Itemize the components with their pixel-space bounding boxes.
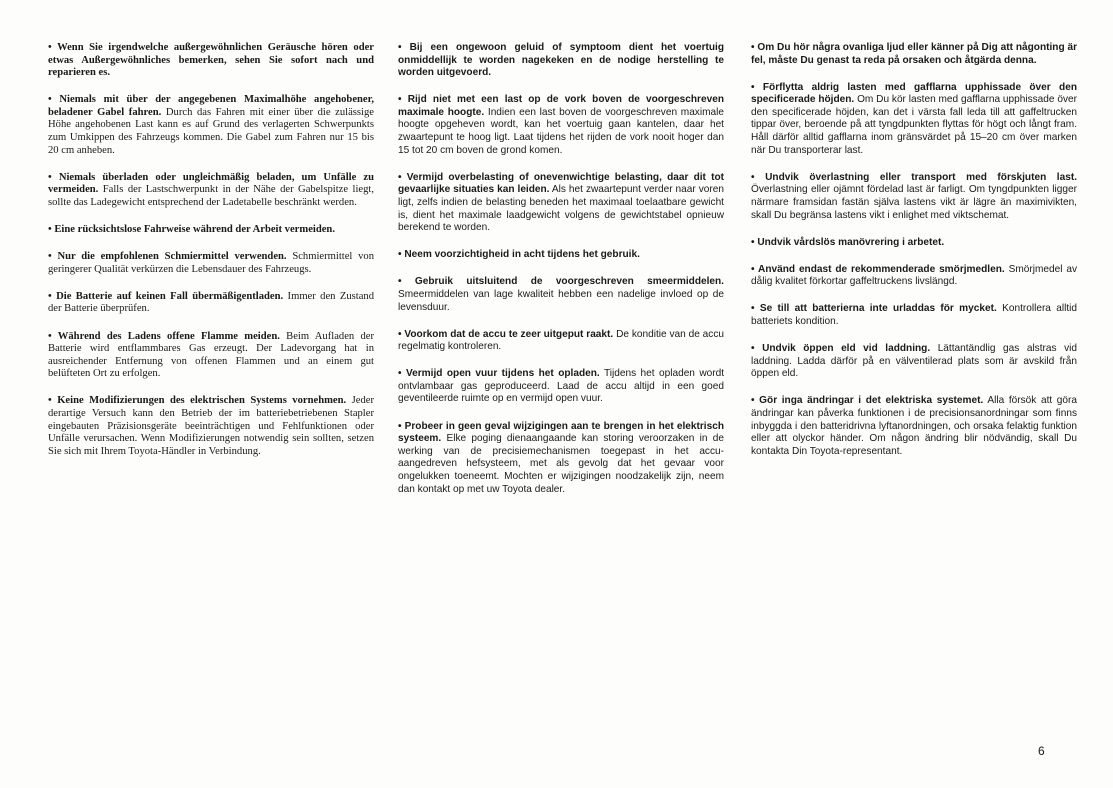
item-body: Falls der Lastschwerpunkt in der Nähe der Gabelspitze liegt, sollte das Ladegewicht entsprechend der Ladetabelle beschränkt werden. xyxy=(48,184,374,208)
bullet: • xyxy=(398,42,410,53)
safety-item-sv xyxy=(751,42,1077,67)
bullet: • xyxy=(751,343,763,355)
safety-item-nl xyxy=(398,172,724,235)
safety-item-nl xyxy=(398,421,724,497)
item-heading: Neem voorzichtigheid in acht tijdens het gebruik. xyxy=(404,249,640,261)
item-heading: Undvik öppen eld vid laddning. xyxy=(762,343,931,355)
item-body: De konditie van de accu regelmatig kontroleren. xyxy=(398,328,724,353)
bullet: • xyxy=(48,171,59,183)
item-heading: Wenn Sie irgendwelche außergewöhnlichen Geräusche hören oder etwas Außergewöhnliches bemerken, sehen Sie sofort nach und reparieren es. xyxy=(48,42,374,79)
safety-item-de xyxy=(48,94,374,157)
item-heading: Niemals überladen oder ungleichmäßig beladen, um Unfälle zu vermeiden. xyxy=(48,171,375,196)
bullet: • xyxy=(48,290,57,302)
item-body: Indien een last boven de voorgeschreven maximale hoogte opgeheven wordt, kan het voertuig gaan kantelen, daar het zwaartepunt te hoog ligt. Laat tijdens het rijden de vork nooit hoger dan 15 tot 20 cm boven de grond komen. xyxy=(398,106,724,156)
item-body: Lättantändlig gas alstras vid laddning. Ladda därför på en välventilerad plats som är avskild från öppen eld. xyxy=(751,343,1077,380)
safety-item-sv xyxy=(751,395,1077,458)
bullet: • xyxy=(48,224,55,236)
item-heading: Niemals mit über der angegebenen Maximalhöhe angehobener, beladener Gabel fahren. xyxy=(48,94,374,118)
bullet: • xyxy=(48,251,58,263)
item-heading: Nur die empfohlenen Schmiermittel verwenden. xyxy=(57,251,287,263)
safety-item-sv xyxy=(751,82,1077,158)
safety-item-nl xyxy=(398,249,724,262)
item-heading: Gör inga ändringar i det elektriska systemet. xyxy=(759,395,984,407)
safety-item-nl xyxy=(398,368,724,406)
item-heading: Förflytta aldrig lasten med gafflarna upphissade över den specificerade höjden. xyxy=(751,81,1077,106)
bullet: • xyxy=(398,368,406,380)
item-heading: Se till att batterierna inte urladdas för mycket. xyxy=(759,303,997,315)
safety-item-de xyxy=(48,172,374,210)
item-heading: Eine rücksichtslose Fahrweise während der Arbeit vermeiden. xyxy=(54,224,335,236)
safety-item-de xyxy=(48,395,374,458)
item-heading: Rijd niet met een last op de vork boven de voorgeschreven maximale hoogte. xyxy=(398,94,724,118)
safety-item-sv xyxy=(751,303,1077,328)
safety-item-nl xyxy=(398,329,724,354)
item-body: Tijdens het opladen wordt ontvlambaar gas geproduceerd. Laad de accu altijd in een goed geventileerde ruimte op en vermijd open vuur. xyxy=(398,368,725,405)
item-body: Beim Aufladen der Batterie wird entflammbares Gas erzeugt. Der Ladevorgang hat in ausreichender Entfernung von offenen Flammen und an einem gut belüfteten Ort zu erfolgen. xyxy=(48,330,374,380)
item-body: Immer den Zustand der Batterie überprüfen. xyxy=(48,290,374,315)
bullet: • xyxy=(751,42,758,53)
item-heading: Om Du hör några ovanliga ljud eller känner på Dig att någonting är fel, måste Du genast ta reda på orsaken och åtgärda denna. xyxy=(751,42,1078,66)
safety-item-de xyxy=(48,42,374,80)
item-body: Elke poging dienaangaande kan storing veroorzaken in de werking van de precisiemechanismen toegepast in het accu-aangedreven hefsysteem, met als gevolg dat het gevaar voor ongelukken toeneemt. Mochten er wijzigingen noodzakelijk zijn, neem dan kontakt op met uw Toyota dealer. xyxy=(398,433,724,495)
safety-item-nl xyxy=(398,94,724,157)
item-heading: Probeer in geen geval wijzigingen aan te brengen in het elektrisch systeem. xyxy=(398,420,724,445)
safety-item-de xyxy=(48,331,374,381)
item-body: Alla försök att göra ändringar kan påverka funktionen i de precisionsanordningar som finns inbyggda i den batteridrivna lyftanordningen, och orsaka felaktig funktion eller att olyckor händer. Om någon ändring blir nödvändig, skall Du kontakta Din Toyota-representant. xyxy=(751,395,1078,457)
item-heading: Vermijd overbelasting of onevenwichtige belasting, daar dit tot gevaarlijke situaties kan leiden. xyxy=(398,171,724,196)
item-body: Smörjmedel av dålig kvalitet förkortar gaffeltruckens livslängd. xyxy=(751,263,1077,288)
page-number: 6 xyxy=(1038,744,1045,758)
item-body: Överlastning eller ojämnt fördelad last är farligt. Om tyngdpunkten ligger närmare framsidan fastän själva lastens vikt är lägre än maximivikten, skall Du begränsa lastens vikt i enlighet med viktschemat. xyxy=(751,184,1077,221)
bullet: • xyxy=(398,276,415,288)
bullet: • xyxy=(751,395,760,407)
bullet: • xyxy=(398,171,407,183)
bullet: • xyxy=(751,81,763,93)
bullet: • xyxy=(751,303,760,315)
bullet: • xyxy=(398,420,405,432)
item-heading: Während des Ladens offene Flamme meiden. xyxy=(57,330,280,342)
bullet: • xyxy=(751,171,766,183)
safety-item-nl xyxy=(398,42,724,80)
safety-item-de xyxy=(48,224,374,237)
item-body: Als het zwaartepunt verder naar voren ligt, zelfs indien de belasting beneden het maximaal toelaatbare gewicht is, dient het maximale laadgewicht volgens de gewichtstabel opnieuw berekend te worden. xyxy=(398,184,724,234)
item-heading: Undvik överlastning eller transport med förskjuten last. xyxy=(765,171,1077,183)
bullet: • xyxy=(48,395,58,407)
item-body: Schmiermittel von geringerer Qualität verkürzen die Lebensdauer des Fahrzeugs. xyxy=(48,251,374,275)
item-heading: Bij een ongewoon geluid of symptoom dient het voertuig onmiddellijk te worden nagekeken en de nodige herstelling te worden uitgevoerd. xyxy=(398,42,724,79)
column-dutch xyxy=(398,42,724,511)
item-heading: Die Batterie auf keinen Fall übermäßigentladen. xyxy=(56,290,284,302)
column-swedish xyxy=(751,42,1077,473)
bullet: • xyxy=(48,42,58,53)
bullet: • xyxy=(48,330,58,342)
item-body: Durch das Fahren mit einer über die zulässige Höhe angehobenen Last kann es auf Grund des verlagerten Schwerpunkts zum Umkippen des Fahrzeugs kommen. Die Gabel zum Fahren nur 15 bis 20 cm anheben. xyxy=(48,106,374,156)
item-body: Om Du kör lasten med gafflarna upphissade över den specificerade höjden, kan det i värsta fall leda till att gaffeltrucken tippar över, beroende på att tyngdpunkten flyttas för högt och långt fram. Håll därför alltid gafflarna inom gränsvärdet på 15–20 cm över marken när Du transporterar last. xyxy=(751,94,1077,156)
safety-item-sv xyxy=(751,343,1077,381)
item-heading: Voorkom dat de accu te zeer uitgeput raakt. xyxy=(404,328,614,340)
bullet: • xyxy=(48,94,60,106)
item-heading: Vermijd open vuur tijdens het opladen. xyxy=(405,368,600,380)
safety-item-de xyxy=(48,291,374,316)
item-heading: Gebruik uitsluitend de voorgeschreven smeermiddelen. xyxy=(414,276,724,288)
safety-item-sv xyxy=(751,237,1077,250)
column-german xyxy=(48,42,374,473)
item-heading: Keine Modifizierungen des elektrischen Systems vornehmen. xyxy=(57,395,347,407)
item-heading: Använd endast de rekommenderade smörjmedlen. xyxy=(758,263,1005,275)
item-body: Kontrollera alltid batteriets kondition. xyxy=(751,303,1077,327)
bullet: • xyxy=(751,263,759,275)
safety-item-sv xyxy=(751,172,1077,222)
bullet: • xyxy=(751,236,758,248)
item-heading: Undvik vårdslös manövrering i arbetet. xyxy=(757,236,945,248)
bullet: • xyxy=(398,328,405,340)
bullet: • xyxy=(398,94,408,106)
item-body: Smeermiddelen van lage kwaliteit hebben een nadelige invloed op de levensduur. xyxy=(398,288,724,313)
item-body: Jeder derartige Versuch kann den Betrieb der im batteriebetriebenen Stapler eingebauten Präzisionsgeräte beeinträchtigen und Fehlfunktionen oder Unfälle verursachen. Wenn Modifizierungen notwendig sein sollten, setzen Sie sich mit Ihrem Toyota-Händler in Verbindung. xyxy=(48,395,374,457)
safety-item-de xyxy=(48,251,374,276)
safety-item-nl xyxy=(398,276,724,314)
safety-item-sv xyxy=(751,264,1077,289)
bullet: • xyxy=(398,249,405,261)
